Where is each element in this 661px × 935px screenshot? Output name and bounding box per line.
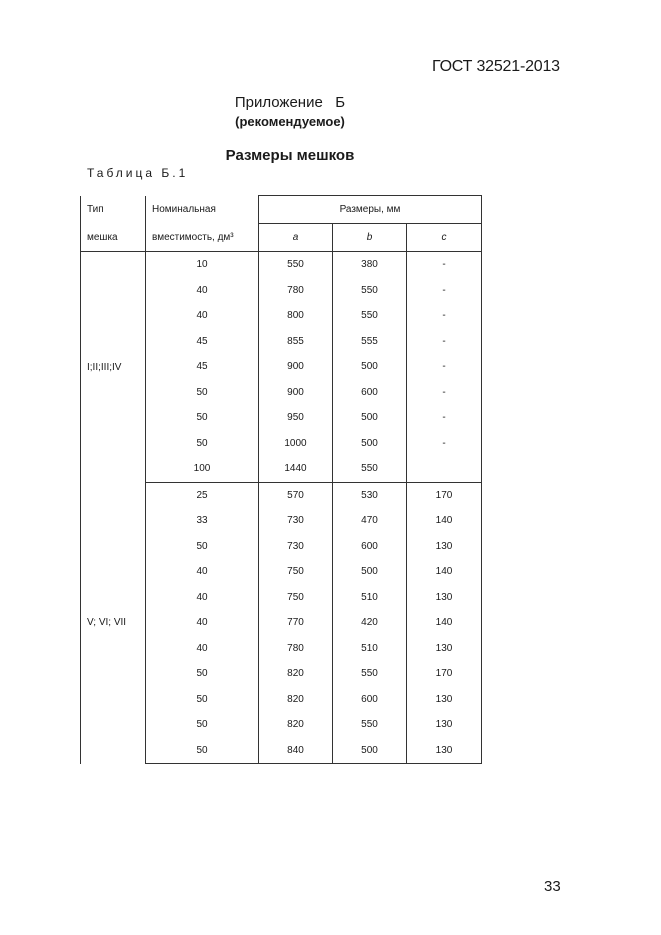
cell-c: - xyxy=(407,431,482,457)
table-title: Размеры мешков xyxy=(225,147,355,164)
cell-a: 750 xyxy=(259,559,333,585)
cell-capacity: 50 xyxy=(146,405,259,431)
cell-c: 130 xyxy=(407,738,482,764)
cell-a: 770 xyxy=(259,610,333,636)
cell-b: 550 xyxy=(333,661,407,687)
cell-a: 570 xyxy=(259,482,333,508)
cell-capacity: 45 xyxy=(146,354,259,380)
cell-c: - xyxy=(407,380,482,406)
cell-b: 500 xyxy=(333,405,407,431)
cell-c: - xyxy=(407,252,482,278)
header-a: a xyxy=(259,224,333,252)
cell-capacity: 25 xyxy=(146,482,259,508)
cell-a: 855 xyxy=(259,329,333,355)
cell-c: - xyxy=(407,329,482,355)
cell-a: 800 xyxy=(259,303,333,329)
appendix-title: Приложение Б xyxy=(234,94,346,111)
cell-c: 170 xyxy=(407,482,482,508)
cell-b: 500 xyxy=(333,431,407,457)
cell-c: - xyxy=(407,278,482,304)
cell-c: - xyxy=(407,405,482,431)
cell-b: 550 xyxy=(333,712,407,738)
cell-capacity: 50 xyxy=(146,738,259,764)
cell-a: 900 xyxy=(259,354,333,380)
cell-c: 130 xyxy=(407,534,482,560)
appendix-subtitle: (рекомендуемое) xyxy=(235,114,345,129)
cell-c: 130 xyxy=(407,712,482,738)
cell-capacity: 40 xyxy=(146,636,259,662)
cell-b: 380 xyxy=(333,252,407,278)
cell-a: 820 xyxy=(259,712,333,738)
cell-b: 555 xyxy=(333,329,407,355)
cell-b: 600 xyxy=(333,380,407,406)
cell-capacity: 50 xyxy=(146,661,259,687)
cell-b: 510 xyxy=(333,636,407,662)
cell-b: 510 xyxy=(333,585,407,611)
cell-c: 130 xyxy=(407,636,482,662)
cell-a: 780 xyxy=(259,636,333,662)
cell-c: 170 xyxy=(407,661,482,687)
header-c: c xyxy=(407,224,482,252)
page-number: 33 xyxy=(544,878,561,895)
cell-a: 900 xyxy=(259,380,333,406)
header-b: b xyxy=(333,224,407,252)
cell-b: 470 xyxy=(333,508,407,534)
cell-c: - xyxy=(407,354,482,380)
cell-b: 500 xyxy=(333,354,407,380)
cell-b: 500 xyxy=(333,738,407,764)
table-body xyxy=(81,252,482,764)
cell-c: 130 xyxy=(407,585,482,611)
cell-a: 950 xyxy=(259,405,333,431)
cell-a: 820 xyxy=(259,661,333,687)
cell-capacity: 50 xyxy=(146,687,259,713)
cell-c: 140 xyxy=(407,508,482,534)
cell-c xyxy=(407,456,482,482)
cell-capacity: 50 xyxy=(146,712,259,738)
table-row xyxy=(81,252,482,278)
cell-b: 420 xyxy=(333,610,407,636)
cell-b: 600 xyxy=(333,687,407,713)
cell-a: 1440 xyxy=(259,456,333,482)
cell-b: 550 xyxy=(333,456,407,482)
cell-a: 730 xyxy=(259,508,333,534)
cell-c: - xyxy=(407,303,482,329)
cell-capacity: 50 xyxy=(146,431,259,457)
cell-a: 730 xyxy=(259,534,333,560)
cell-capacity: 45 xyxy=(146,329,259,355)
cell-b: 530 xyxy=(333,482,407,508)
cell-a: 780 xyxy=(259,278,333,304)
cell-b: 600 xyxy=(333,534,407,560)
table-number: Таблица Б.1 xyxy=(87,166,189,180)
cell-capacity: 40 xyxy=(146,303,259,329)
cell-c: 140 xyxy=(407,610,482,636)
bag-sizes-table xyxy=(80,195,482,764)
cell-capacity: 40 xyxy=(146,610,259,636)
cell-capacity: 50 xyxy=(146,380,259,406)
cell-a: 840 xyxy=(259,738,333,764)
header-capacity: Номинальная xyxy=(146,196,259,224)
header-sizes: Размеры, мм xyxy=(259,196,482,224)
header-capacity-line2: вместимость, дм³ xyxy=(146,224,259,252)
cell-capacity: 40 xyxy=(146,585,259,611)
header-type-line2: мешка xyxy=(81,224,146,252)
cell-capacity: 100 xyxy=(146,456,259,482)
cell-capacity: 40 xyxy=(146,559,259,585)
cell-b: 550 xyxy=(333,278,407,304)
bag-type-cell: V; VI; VII xyxy=(81,482,146,764)
cell-a: 820 xyxy=(259,687,333,713)
cell-capacity: 40 xyxy=(146,278,259,304)
document-code: ГОСТ 32521-2013 xyxy=(432,58,560,75)
bag-type-cell: I;II;III;IV xyxy=(81,252,146,483)
table-row xyxy=(81,482,482,508)
cell-c: 130 xyxy=(407,687,482,713)
cell-b: 500 xyxy=(333,559,407,585)
cell-c: 140 xyxy=(407,559,482,585)
cell-a: 1000 xyxy=(259,431,333,457)
cell-a: 550 xyxy=(259,252,333,278)
cell-a: 750 xyxy=(259,585,333,611)
header-type: Тип xyxy=(81,196,146,224)
cell-capacity: 33 xyxy=(146,508,259,534)
cell-b: 550 xyxy=(333,303,407,329)
cell-capacity: 50 xyxy=(146,534,259,560)
cell-capacity: 10 xyxy=(146,252,259,278)
